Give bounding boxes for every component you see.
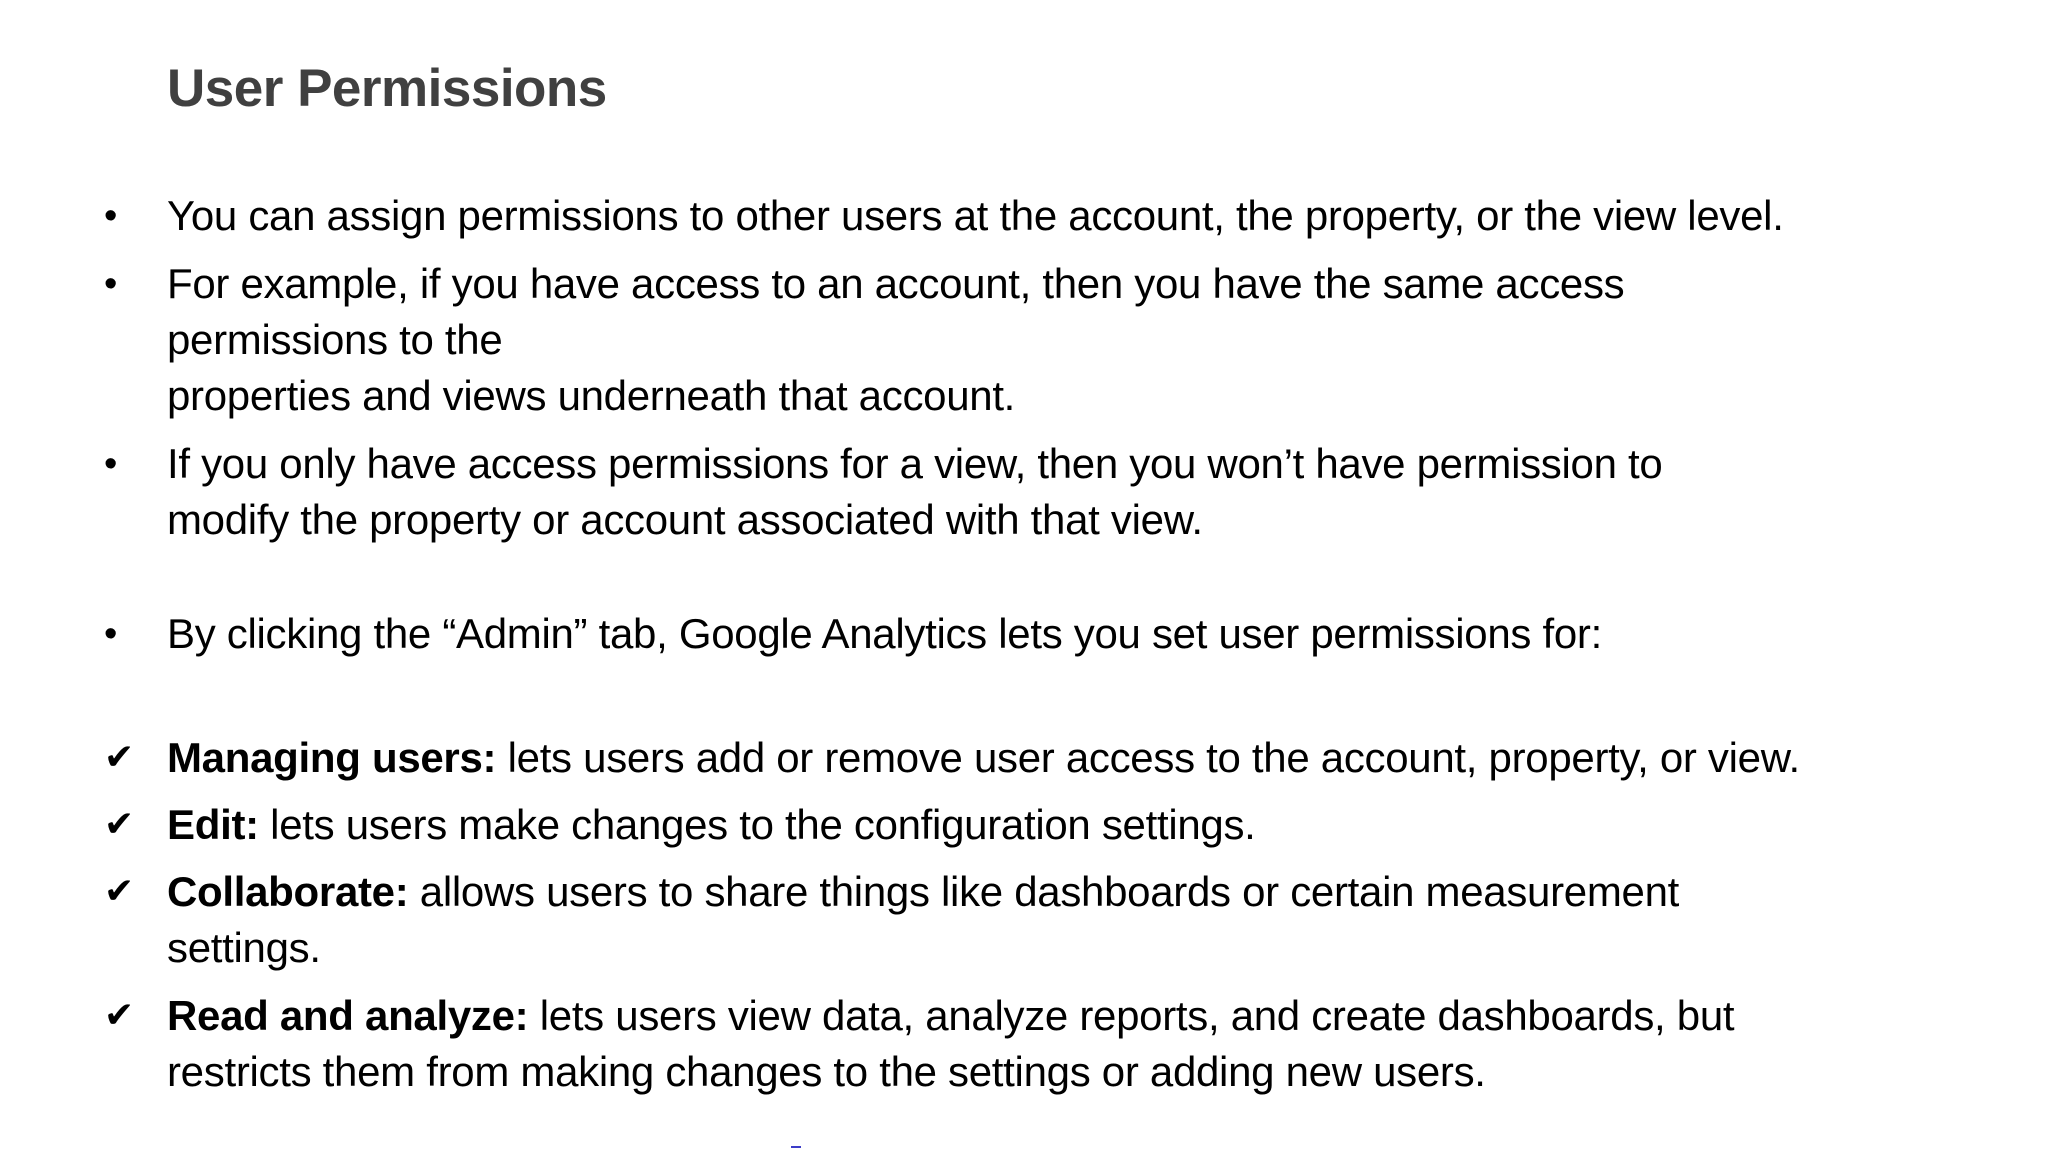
check-item	[0, 988, 1900, 1100]
bullet-dot-icon: •	[104, 613, 118, 655]
check-term: Edit:	[167, 801, 259, 848]
check-desc-continued: restricts them from making changes to the settings or adding new users.	[167, 1048, 1486, 1095]
checkmark-icon: ✔	[104, 871, 134, 912]
bullet-text: modify the property or account associated with that view.	[167, 496, 1203, 543]
bullet-dot-icon: •	[104, 195, 118, 237]
check-item	[0, 864, 1900, 976]
check-text	[167, 988, 1900, 1044]
check-desc: lets users add or remove user access to the account, property, or view.	[496, 734, 1800, 781]
bullet-item	[0, 606, 1900, 662]
bullet-item	[0, 188, 1900, 244]
bullet-text: permissions to the	[167, 316, 503, 363]
check-desc-continued: settings.	[167, 924, 321, 971]
bullet-item	[0, 436, 1900, 548]
bullet-dot-icon: •	[104, 443, 118, 485]
check-term: Read and analyze:	[167, 992, 529, 1039]
checkmark-icon: ✔	[104, 804, 134, 845]
hyperlink-underline-fragment	[791, 1146, 801, 1148]
check-desc: lets users make changes to the configuration settings.	[258, 801, 1256, 848]
check-term: Collaborate:	[167, 868, 409, 915]
checkmark-icon: ✔	[104, 995, 134, 1036]
check-text	[167, 797, 1900, 853]
bullet-text: You can assign permissions to other users at the account, the property, or the view level.	[167, 192, 1784, 239]
check-item	[0, 730, 1900, 786]
bullet-text: properties and views underneath that account.	[167, 372, 1016, 419]
checkmark-icon: ✔	[104, 737, 134, 778]
check-desc: lets users view data, analyze reports, and create dashboards, but	[528, 992, 1735, 1039]
bullet-text: For example, if you have access to an account, then you have the same access	[167, 260, 1625, 307]
check-item	[0, 797, 1900, 853]
slide-title: User Permissions	[167, 59, 607, 118]
check-desc: allows users to share things like dashboards or certain measurement	[408, 868, 1680, 915]
check-term: Managing users:	[167, 734, 497, 781]
check-text	[167, 730, 1900, 786]
check-text	[167, 864, 1900, 920]
bullet-item	[0, 256, 1900, 424]
bullet-text: By clicking the “Admin” tab, Google Analytics lets you set user permissions for:	[167, 610, 1602, 657]
bullet-dot-icon: •	[104, 263, 118, 305]
bullet-text: If you only have access permissions for a view, then you won’t have permission to	[167, 440, 1663, 487]
